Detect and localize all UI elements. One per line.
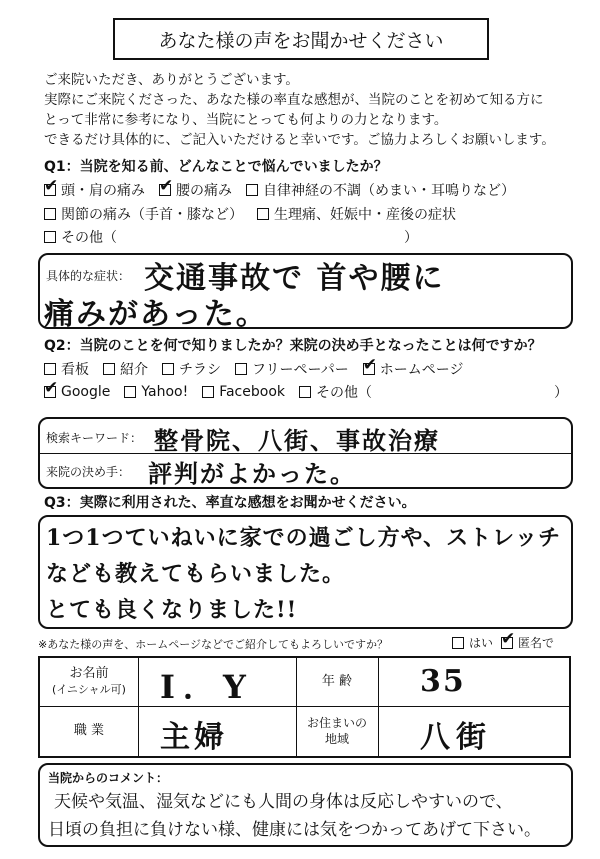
- age-label: 年 齢: [321, 674, 353, 689]
- checkbox-checked[interactable]: [44, 184, 56, 196]
- checkbox-checked[interactable]: [363, 363, 375, 375]
- impression-line1: 1つ1つていねいに家での過ごし方や、ストレッチ: [46, 525, 561, 551]
- address-label: [296, 706, 378, 756]
- address-label-main: お住まいの: [306, 716, 367, 730]
- checkbox[interactable]: [124, 386, 136, 398]
- intro-line: とって非常に参考になり、当院にとっても何よりの力となります。: [44, 112, 448, 128]
- option-label: 紹介: [120, 362, 148, 378]
- consent-yes[interactable]: [452, 634, 493, 651]
- checkbox[interactable]: [452, 637, 464, 649]
- option-label: 腰の痛み: [176, 183, 232, 199]
- symptom-line1: 交通事故で 首や腰に: [144, 261, 445, 296]
- option-label: その他（: [61, 230, 117, 246]
- checkbox[interactable]: [299, 386, 311, 398]
- job-value[interactable]: 主婦: [160, 720, 228, 755]
- symptom-line2: 痛みがあった。: [44, 297, 268, 332]
- q1-options-row3: [44, 227, 418, 247]
- option-label: 頭・肩の痛み: [61, 183, 145, 199]
- checkbox-checked[interactable]: [159, 184, 171, 196]
- other-close-paren: ）: [554, 385, 568, 401]
- option-label: その他（: [316, 385, 372, 401]
- q2-option-signboard[interactable]: [44, 359, 89, 379]
- intro-text: [44, 70, 555, 150]
- other-close-paren: ）: [404, 230, 418, 246]
- q2-question: Q2：当院のことを何で知りましたか？来院の決め手となったことは何ですか？: [44, 338, 542, 354]
- checkbox[interactable]: [235, 363, 247, 375]
- option-label: ホームページ: [379, 362, 464, 378]
- comment-line2: 日頃の負担に負けない様、健康には気をつかってあげて下さい。: [48, 820, 541, 840]
- form-title-text: あなた様の声をお聞かせください: [158, 29, 444, 52]
- address-value[interactable]: 八街: [420, 720, 492, 755]
- clinic-comment-box: [38, 763, 573, 847]
- intro-line: できるだけ具体的に、ご記入いただけると幸いです。ご協力よろしくお願いします。: [44, 132, 555, 148]
- q1-question: Q1：当院を知る前、どんなことで悩んでいましたか？: [44, 159, 388, 175]
- option-label: 匿名で: [518, 636, 555, 650]
- checkbox-checked[interactable]: [501, 637, 513, 649]
- name-label: [40, 658, 138, 706]
- intro-line: ご来院いただき、ありがとうございます。: [44, 72, 299, 88]
- consent-options: [452, 634, 568, 651]
- q1-option-other[interactable]: [44, 227, 117, 247]
- name-label-sub: (イニシャル可): [52, 683, 126, 696]
- q2-options-row2: [44, 382, 568, 402]
- q1-option-head-shoulder[interactable]: [44, 180, 145, 200]
- name-label-main: お名前: [69, 666, 109, 681]
- q1-options-row2: [44, 204, 470, 224]
- checkbox[interactable]: [44, 231, 56, 243]
- comment-label: 当院からのコメント：: [48, 771, 169, 785]
- symptom-box[interactable]: [38, 253, 573, 332]
- option-label: Yahoo!: [141, 384, 189, 400]
- option-label: チラシ: [179, 362, 221, 378]
- checkbox[interactable]: [103, 363, 115, 375]
- q1-option-autonomic[interactable]: [246, 180, 515, 200]
- keyword-box: [38, 417, 573, 489]
- impression-box[interactable]: [38, 515, 573, 629]
- keyword-value[interactable]: 整骨院、八街、事故治療: [154, 426, 440, 455]
- option-label: フリーペーパー: [252, 362, 349, 378]
- q1-option-menstrual[interactable]: [257, 204, 456, 224]
- consent-anonymous[interactable]: [501, 634, 554, 651]
- intro-line: 実際にご来院くださった、あなた様の率直な感想が、当院のことを初めて知る方に: [44, 92, 544, 108]
- profile-table: [38, 656, 571, 758]
- name-value[interactable]: I．Y: [160, 668, 254, 706]
- q2-option-freepaper[interactable]: [235, 359, 349, 379]
- checkbox[interactable]: [257, 208, 269, 220]
- address-label-sub: 地域: [324, 732, 349, 746]
- comment-line1: 天候や気温、湿気などにも人間の身体は反応しやすいので、: [54, 792, 513, 812]
- q2-option-facebook[interactable]: [202, 384, 285, 400]
- checkbox[interactable]: [44, 363, 56, 375]
- consent-question: ※あなた様の声を、ホームページなどでご紹介してもよろしいですか？: [38, 638, 388, 651]
- q2-option-other[interactable]: [299, 382, 372, 402]
- option-label: 生理痛、妊娠中・産後の症状: [274, 207, 456, 223]
- q1-option-lower-back[interactable]: [159, 180, 232, 200]
- q3-question: Q3：実際に利用された、率直な感想をお聞かせください。: [44, 495, 416, 511]
- impression-line2: なども教えてもらいました。: [46, 561, 346, 587]
- decision-label: 来院の決め手：: [46, 465, 131, 479]
- option-label: 看板: [61, 362, 89, 378]
- divider: [138, 658, 139, 756]
- q2-option-referral[interactable]: [103, 359, 148, 379]
- q1-option-joint[interactable]: [44, 204, 243, 224]
- form-title: [113, 18, 489, 60]
- q2-option-google[interactable]: [44, 384, 110, 400]
- job-label: 職 業: [73, 723, 105, 738]
- age-value[interactable]: 35: [420, 664, 466, 699]
- option-label: Google: [61, 384, 111, 400]
- keyword-label: 検索キーワード：: [46, 431, 143, 445]
- option-label: はい: [469, 636, 494, 650]
- divider: [378, 658, 379, 756]
- symptom-label: 具体的な症状：: [46, 269, 131, 283]
- q2-option-flyer[interactable]: [162, 359, 221, 379]
- q2-options-row1: [44, 359, 477, 379]
- q2-option-yahoo[interactable]: [124, 384, 188, 400]
- option-label: 自律神経の不調（めまい・耳鳴りなど）: [263, 183, 515, 199]
- q1-options-row1: [44, 180, 529, 200]
- option-label: 関節の痛み（手首・膝など）: [61, 207, 243, 223]
- option-label: Facebook: [219, 384, 285, 400]
- checkbox[interactable]: [246, 184, 258, 196]
- decision-value[interactable]: 評判がよかった。: [148, 459, 356, 488]
- impression-line3: とても良くなりました!!: [46, 597, 298, 623]
- checkbox[interactable]: [44, 208, 56, 220]
- q2-option-homepage[interactable]: [363, 359, 464, 379]
- checkbox[interactable]: [162, 363, 174, 375]
- checkbox[interactable]: [202, 386, 214, 398]
- checkbox-checked[interactable]: [44, 386, 56, 398]
